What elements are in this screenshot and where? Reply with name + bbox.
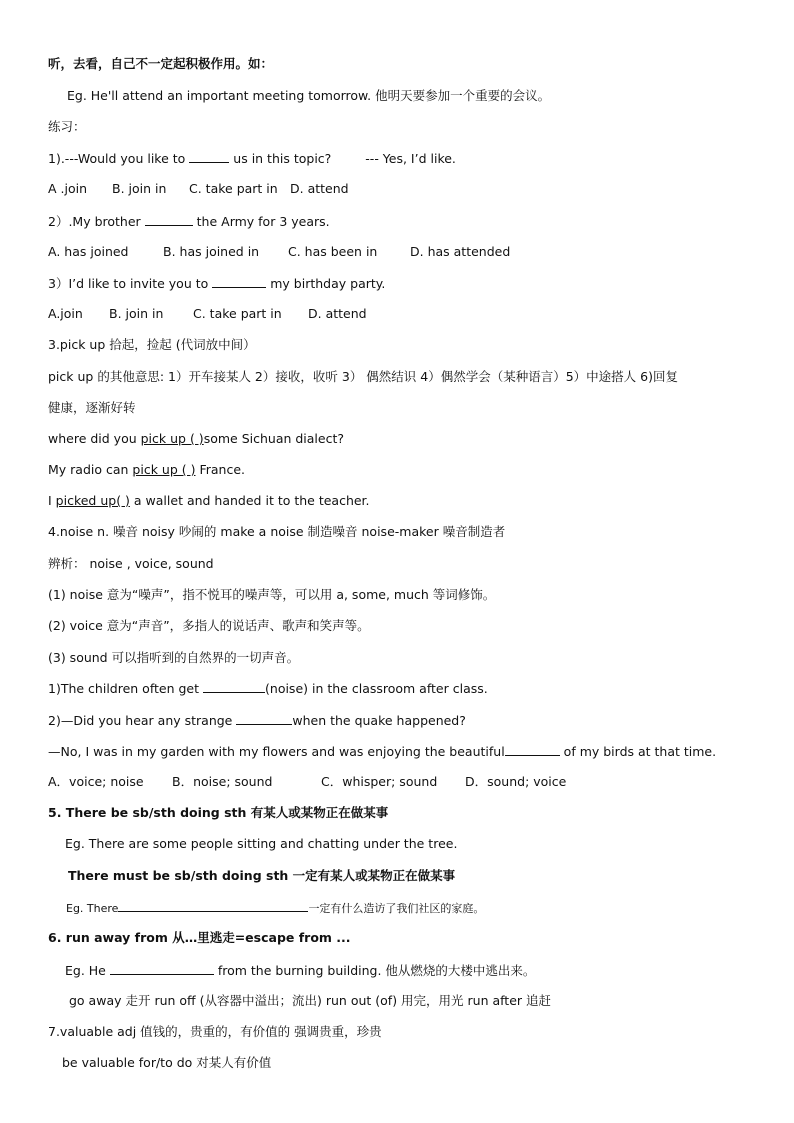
s4-opt-d: D．sound; voice [465, 774, 567, 789]
q1-text-a: 1).---Would you like to [48, 151, 186, 166]
intro-line: 听，去看，自己不一定起积极作用。如： [48, 56, 274, 71]
s3e3-a: I [48, 493, 56, 508]
s3e1-underlined: pick up ( ) [140, 431, 204, 446]
section-3-meanings-cont: 健康，逐渐好转 [48, 400, 136, 415]
section-4-heading: 4.noise n. 噪音 noisy 吵闹的 make a noise 制造噪音 noise-maker 噪音制造者 [48, 524, 506, 539]
s4-opt-b: B．noise; sound [172, 774, 273, 789]
q3-opt-b: B. join in [109, 306, 164, 321]
q3-line [48, 275, 385, 292]
section-3-example-3 [48, 493, 370, 509]
s6e-b: from the burning building. 他从燃烧的大楼中逃出来。 [217, 963, 536, 978]
section-6-more: go away 走开 run off (从容器中溢出；流出) run out (of) 用完，用光 run after 追赶 [69, 993, 552, 1008]
q2-text-b: the Army for 3 years. [196, 214, 330, 229]
s4q2-blank [236, 712, 292, 725]
s4q1-a: 1)The children often get [48, 681, 200, 696]
q1-opt-c: C. take part in [189, 181, 278, 196]
s4q3-b: of my birds at that time. [563, 744, 717, 759]
q1-opt-d: D. attend [290, 181, 349, 196]
s5e2-b: 一定有什么造访了我们社区的家庭。 [308, 902, 485, 915]
q2-line [48, 213, 330, 230]
q2-text-a: 2）.My brother [48, 214, 141, 229]
section-4-q2-reply [48, 743, 716, 760]
q3-opt-a: A.join [48, 306, 83, 321]
q2-blank [145, 213, 193, 226]
q3-text-a: 3）I’d like to invite you to [48, 276, 209, 291]
section-6-example [65, 962, 535, 979]
section-7-heading: 7.valuable adj 值钱的，贵重的，有价值的 强调贵重，珍贵 [48, 1024, 382, 1039]
section-3-example-1 [48, 431, 344, 447]
q1-options [48, 181, 349, 197]
q2-options [48, 244, 510, 260]
s3e2-underlined: pick up ( ) [132, 462, 196, 477]
q1-text-c: --- Yes, I’d like. [365, 151, 456, 166]
section-4-q2 [48, 712, 466, 729]
section-4-distinguish: 辨析： noise , voice, sound [48, 556, 214, 571]
q1-opt-a: A .join [48, 181, 88, 196]
s3e1-b: some Sichuan dialect? [203, 431, 345, 446]
q1-blank [189, 150, 229, 163]
section-4-point-1: (1) noise 意为“噪声”，指不悦耳的噪声等，可以用 a, some, much 等词修饰。 [48, 587, 496, 602]
s4-opt-a: A．voice; noise [48, 774, 144, 789]
q2-opt-c: C. has been in [288, 244, 378, 259]
s6e-a: Eg. He [65, 963, 106, 978]
example-attend: Eg. He'll attend an important meeting tomorrow. 他明天要参加一个重要的会议。 [67, 88, 551, 103]
q1-opt-b: B. join in [112, 181, 167, 196]
s3e3-b: a wallet and handed it to the teacher. [129, 493, 370, 508]
s4q1-b: (noise) in the classroom after class. [265, 681, 488, 696]
s3e2-b: France. [195, 462, 245, 477]
s4q2-b: when the quake happened? [292, 713, 466, 728]
q2-opt-b: B. has joined in [163, 244, 260, 259]
section-5-example: Eg. There are some people sitting and chatting under the tree. [65, 836, 458, 851]
section-7-usage: be valuable for/to do 对某人有价值 [62, 1055, 272, 1070]
s3e1-a: where did you [48, 431, 141, 446]
section-3-meanings: pick up 的其他意思: 1）开车接某人 2）接收，收听 3） 偶然结识 4）偶然学会（某种语言）5）中途搭人 6)回复 [48, 369, 678, 384]
section-4-point-3: (3) sound 可以指听到的自然界的一切声音。 [48, 650, 300, 665]
s3e2-a: My radio can [48, 462, 133, 477]
section-3-example-2 [48, 462, 245, 478]
section-5-heading: 5. There be sb/sth doing sth 有某人或某物正在做某事 [48, 805, 389, 820]
s4-opt-c: C．whisper; sound [321, 774, 438, 789]
section-4-options [48, 774, 566, 790]
s4q1-blank [203, 680, 265, 693]
q3-options [48, 306, 367, 322]
q3-opt-c: C. take part in [193, 306, 282, 321]
q2-opt-a: A. has joined [48, 244, 129, 259]
section-5-example-2 [66, 899, 484, 917]
section-5-must: There must be sb/sth doing sth 一定有某人或某物正在做某事 [68, 868, 456, 883]
s6e-blank [110, 962, 214, 975]
q1-text-b: us in this topic? [233, 151, 332, 166]
s4q3-a: —No, I was in my garden with my flowers and was enjoying the beautiful [48, 744, 505, 759]
section-4-q1 [48, 680, 488, 697]
q1-line [48, 150, 456, 167]
q3-blank [212, 275, 266, 288]
s3e3-underlined: picked up( ) [55, 493, 130, 508]
q3-text-b: my birthday party. [270, 276, 386, 291]
s5e2-blank [118, 899, 308, 912]
section-3-heading: 3.pick up 拾起，捡起 (代词放中间） [48, 337, 256, 352]
s5e2-a: Eg. There [66, 902, 119, 915]
s4q2-a: 2)—Did you hear any strange [48, 713, 233, 728]
section-4-point-2: (2) voice 意为“声音”，多指人的说话声、歌声和笑声等。 [48, 618, 370, 633]
practice-heading: 练习： [48, 119, 86, 134]
section-6-heading: 6. run away from 从…里逃走=escape from ... [48, 930, 351, 945]
s4q3-blank [505, 743, 560, 756]
q2-opt-d: D. has attended [410, 244, 511, 259]
q3-opt-d: D. attend [308, 306, 367, 321]
